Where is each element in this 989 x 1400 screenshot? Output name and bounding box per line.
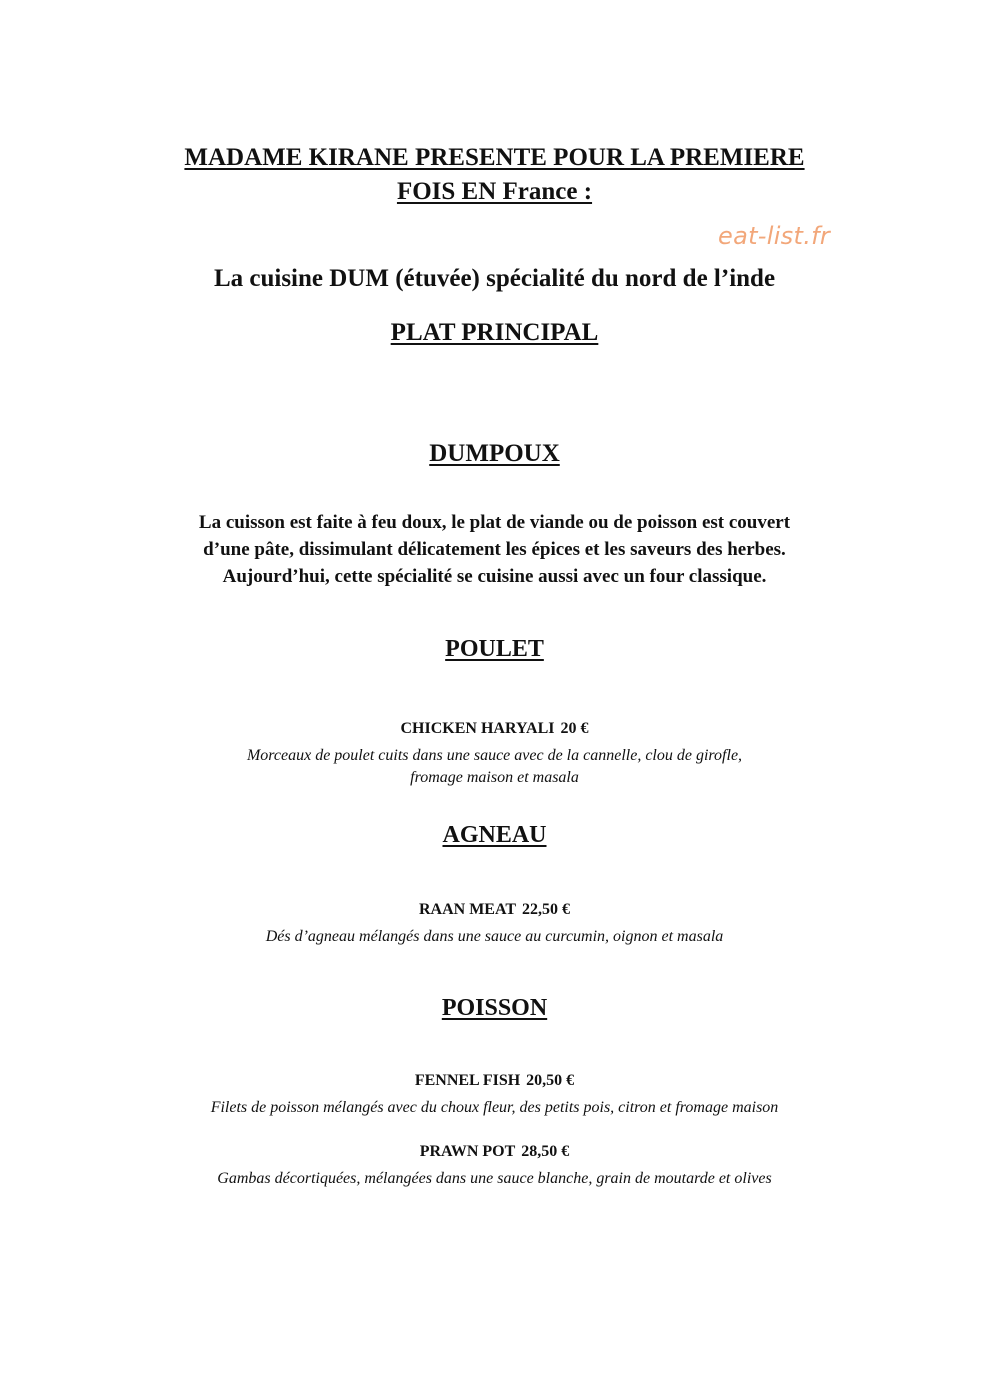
- dish-description-raan-meat: [0, 926, 989, 948]
- menu-title-line-1: MADAME KIRANE PRESENTE POUR LA PREMIERE: [184, 144, 805, 171]
- dish-name-prawn-pot: [0, 1143, 989, 1161]
- dish-name-fennel-fish: [0, 1072, 989, 1090]
- dish-name-raan-meat: [0, 901, 989, 919]
- dish-description-line: Filets de poisson mélangés avec du choux fleur, des petits pois, citron et fromage maison: [210, 1099, 779, 1116]
- section-heading-poisson: POISSON: [441, 995, 548, 1021]
- dish-name: CHICKEN HARYALI: [400, 720, 555, 737]
- dish-price: 22,50 €: [522, 901, 571, 918]
- intro-line: La cuisson est faite à feu doux, le plat de viande ou de poisson est couvert: [198, 512, 791, 533]
- dish-description-line: Gambas décortiquées, mélangées dans une sauce blanche, grain de moutarde et olives: [217, 1170, 772, 1187]
- section-heading-poulet: POULET: [445, 636, 544, 662]
- dish-description-line: fromage maison et masala: [410, 769, 579, 786]
- dish-name: PRAWN POT: [419, 1143, 516, 1160]
- menu-title-line-2: FOIS EN France :: [396, 178, 593, 205]
- dish-description-fennel-fish: [0, 1097, 989, 1119]
- dish-description-prawn-pot: [0, 1168, 989, 1190]
- dish-name: FENNEL FISH: [414, 1072, 521, 1089]
- section-title-plat-principal: PLAT PRINCIPAL: [390, 319, 599, 346]
- dish-name: RAAN MEAT: [418, 901, 517, 918]
- dish-name-chicken-haryali: [0, 720, 989, 738]
- dish-description-line: Morceaux de poulet cuits dans une sauce avec de la cannelle, clou de girofle,: [246, 747, 743, 764]
- category-intro: [0, 509, 989, 590]
- dish-price: 20,50 €: [526, 1072, 575, 1089]
- dish-description-chicken-haryali: [0, 745, 989, 789]
- dish-price: 20 €: [560, 720, 589, 737]
- category-title-dumpoux: DUMPOUX: [429, 440, 560, 467]
- watermark: eat-list.fr: [718, 222, 831, 250]
- section-heading-agneau: AGNEAU: [442, 822, 547, 848]
- menu-title: [0, 141, 989, 209]
- dish-description-line: Dés d’agneau mélangés dans une sauce au curcumin, oignon et masala: [265, 928, 724, 945]
- dish-price: 28,50 €: [521, 1143, 570, 1160]
- intro-line: Aujourd’hui, cette spécialité se cuisine aussi avec un four classique.: [222, 566, 767, 587]
- intro-line: d’une pâte, dissimulant délicatement les épices et les saveurs des herbes.: [203, 539, 786, 560]
- menu-subtitle: La cuisine DUM (étuvée) spécialité du nord de l’inde: [213, 265, 776, 292]
